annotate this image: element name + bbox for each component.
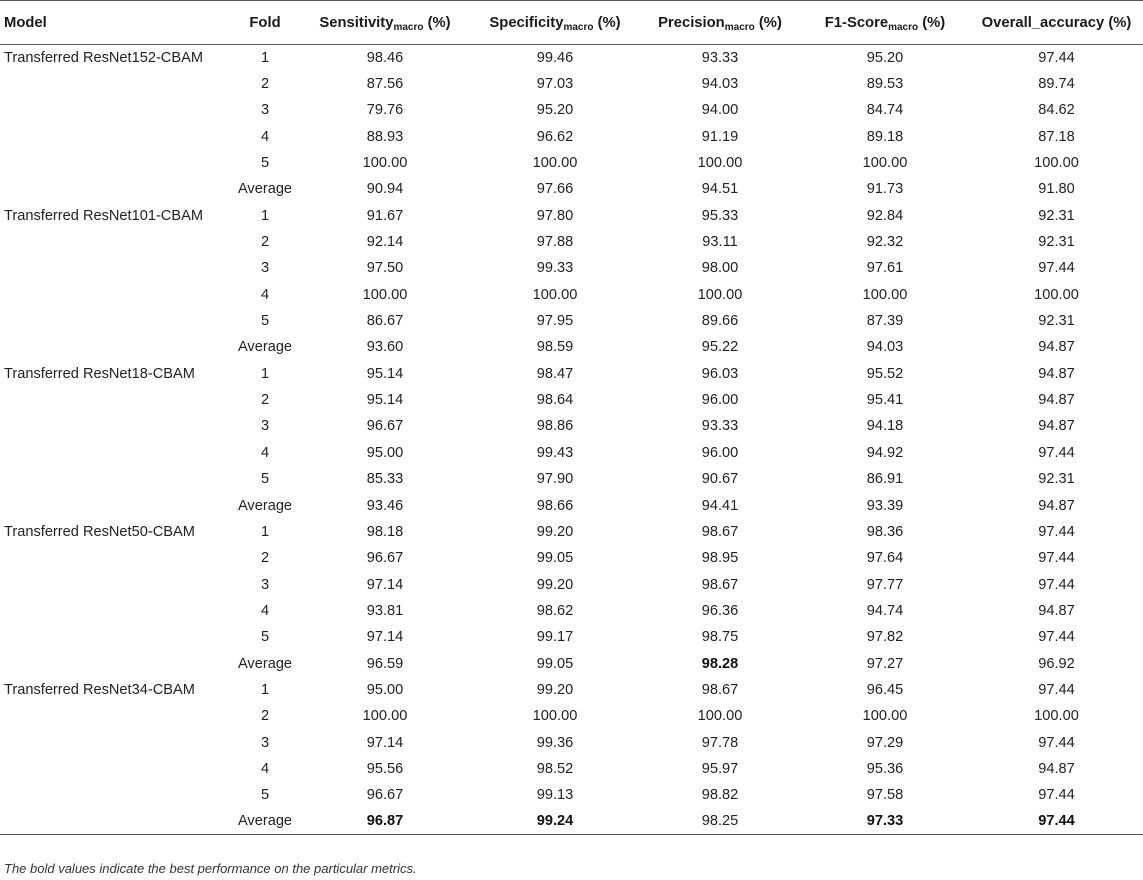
cell-f1: 97.58: [866, 787, 904, 804]
cell-fold: 3: [260, 260, 270, 277]
cell-specificity: 99.46: [536, 49, 574, 66]
cell-precision: 100.00: [697, 286, 743, 303]
cell-precision: 95.22: [701, 339, 739, 356]
cell-sensitivity: 96.67: [366, 418, 404, 435]
cell-sensitivity: 93.60: [366, 339, 404, 356]
cell-model: [0, 782, 230, 808]
cell-precision: 93.33: [701, 418, 739, 435]
cell-model: [0, 282, 230, 308]
cell-fold: 5: [260, 787, 270, 804]
header-sensitivity-unit: (%): [423, 14, 451, 31]
header-f1-sub: macro: [888, 21, 919, 33]
cell-fold: 2: [260, 550, 270, 567]
cell-accuracy: 92.31: [1038, 471, 1075, 488]
cell-precision: 94.41: [701, 497, 739, 514]
cell-precision: 96.03: [701, 365, 739, 382]
cell-model: Transferred ResNet50-CBAM: [4, 523, 195, 540]
header-precision: [640, 1, 800, 45]
cell-accuracy: 94.87: [1038, 602, 1075, 619]
cell-precision: 98.75: [701, 629, 739, 646]
cell-accuracy: 94.87: [1038, 365, 1075, 382]
cell-precision: 95.33: [701, 207, 739, 224]
cell-sensitivity: 96.67: [366, 787, 404, 804]
cell-sensitivity: 95.14: [366, 392, 404, 409]
cell-sensitivity: 96.87: [300, 808, 470, 834]
cell-model: [0, 97, 230, 123]
table-row: [0, 282, 1143, 308]
cell-sensitivity: 97.50: [366, 260, 404, 277]
cell-fold: 1: [260, 681, 270, 698]
cell-model: [0, 466, 230, 492]
cell-specificity: 100.00: [532, 708, 578, 725]
cell-accuracy: 92.31: [1038, 207, 1075, 224]
cell-specificity: 99.36: [536, 734, 574, 751]
cell-precision: 96.00: [701, 444, 739, 461]
cell-f1: 94.18: [866, 418, 904, 435]
cell-specificity: 97.90: [536, 471, 574, 488]
cell-precision: 98.95: [701, 550, 739, 567]
cell-precision: 98.25: [640, 808, 800, 834]
cell-accuracy: 89.74: [1038, 76, 1075, 93]
table-row: [0, 387, 1143, 413]
cell-specificity: 95.20: [536, 102, 574, 119]
cell-model: [0, 703, 230, 729]
cell-accuracy: 91.80: [1038, 181, 1075, 198]
table-row: [0, 124, 1143, 150]
table-row: [0, 45, 1143, 71]
cell-accuracy: 97.44: [1038, 629, 1075, 646]
cell-model: Transferred ResNet34-CBAM: [4, 681, 195, 698]
cell-accuracy: 94.87: [1038, 339, 1075, 356]
table-row: [0, 519, 1143, 545]
cell-precision: 98.00: [701, 260, 739, 277]
cell-specificity: 100.00: [532, 155, 578, 172]
cell-f1: 89.18: [866, 128, 904, 145]
cell-specificity: 97.03: [536, 76, 574, 93]
cell-specificity: 98.64: [536, 392, 574, 409]
cell-model: [0, 229, 230, 255]
cell-sensitivity: 90.94: [366, 181, 404, 198]
cell-sensitivity: 85.33: [366, 471, 404, 488]
table-row: [0, 440, 1143, 466]
table-body: [0, 45, 1143, 835]
table-row: [0, 756, 1143, 782]
cell-specificity: 100.00: [532, 286, 578, 303]
cell-model: [0, 650, 230, 676]
header-sensitivity: [300, 1, 470, 45]
cell-sensitivity: 98.46: [366, 49, 404, 66]
table-row: [0, 677, 1143, 703]
cell-fold: 4: [260, 286, 270, 303]
cell-accuracy: 92.31: [1038, 234, 1075, 251]
cell-model: [0, 413, 230, 439]
cell-sensitivity: 91.67: [366, 207, 404, 224]
cell-accuracy: 94.87: [1038, 497, 1075, 514]
cell-precision: 89.66: [701, 313, 739, 330]
cell-sensitivity: 100.00: [362, 155, 408, 172]
cell-accuracy: 94.87: [1038, 392, 1075, 409]
cell-accuracy: 92.31: [1038, 313, 1075, 330]
cell-precision: 96.00: [701, 392, 739, 409]
table-row: [0, 97, 1143, 123]
header-sensitivity-sub: macro: [393, 21, 424, 33]
cell-fold: 4: [260, 444, 270, 461]
cell-fold: 2: [260, 392, 270, 409]
cell-accuracy: 84.62: [1038, 102, 1075, 119]
cell-sensitivity: 95.14: [366, 365, 404, 382]
cell-accuracy: 100.00: [1034, 286, 1079, 303]
cell-accuracy: 97.44: [1038, 576, 1075, 593]
cell-fold: 4: [260, 128, 270, 145]
cell-sensitivity: 88.93: [366, 128, 404, 145]
cell-precision: 93.33: [701, 49, 739, 66]
cell-precision: 97.78: [701, 734, 739, 751]
cell-f1: 98.36: [866, 523, 904, 540]
cell-precision: 100.00: [697, 708, 743, 725]
cell-specificity: 98.62: [536, 602, 574, 619]
cell-sensitivity: 93.81: [366, 602, 404, 619]
cell-f1: 91.73: [866, 181, 904, 198]
table-row: [0, 150, 1143, 176]
cell-accuracy: 97.44: [1038, 444, 1075, 461]
cell-accuracy: 97.44: [1038, 523, 1075, 540]
cell-fold: 3: [260, 102, 270, 119]
header-model: Model: [0, 1, 230, 45]
cell-fold: 3: [260, 734, 270, 751]
cell-f1: 97.27: [866, 655, 904, 672]
table-row: [0, 598, 1143, 624]
cell-model: [0, 387, 230, 413]
cell-f1: 86.91: [866, 471, 904, 488]
cell-specificity: 99.20: [536, 576, 574, 593]
cell-specificity: 99.17: [536, 629, 574, 646]
table-row: [0, 413, 1143, 439]
cell-precision: 94.00: [701, 102, 739, 119]
cell-fold: Average: [237, 497, 293, 514]
table-footnote: The bold values indicate the best performance on the particular metrics.: [4, 861, 417, 876]
cell-model: [0, 571, 230, 597]
header-f1-main: F1-Score: [824, 14, 889, 31]
cell-f1: 94.92: [866, 444, 904, 461]
table-row: [0, 334, 1143, 360]
cell-fold: 2: [260, 76, 270, 93]
cell-precision: 90.67: [701, 471, 739, 488]
cell-model: [0, 255, 230, 281]
cell-fold: 5: [260, 313, 270, 330]
cell-f1: 95.52: [866, 365, 904, 382]
cell-f1: 94.74: [866, 602, 904, 619]
cell-sensitivity: 97.14: [366, 576, 404, 593]
cell-specificity: 97.66: [536, 181, 574, 198]
cell-fold: 3: [260, 418, 270, 435]
cell-accuracy: 87.18: [1038, 128, 1075, 145]
cell-f1: 97.33: [800, 808, 970, 834]
cell-accuracy: 97.44: [970, 808, 1143, 834]
cell-fold: 1: [260, 365, 270, 382]
table-row: [0, 308, 1143, 334]
cell-specificity: 99.13: [536, 787, 574, 804]
cell-sensitivity: 96.67: [366, 550, 404, 567]
cell-model: [0, 440, 230, 466]
cell-accuracy: 97.44: [1038, 787, 1075, 804]
cell-accuracy: 97.44: [1038, 260, 1075, 277]
table-row: [0, 71, 1143, 97]
table-row: [0, 729, 1143, 755]
table-row: [0, 466, 1143, 492]
cell-precision: 91.19: [701, 128, 739, 145]
cell-sensitivity: 96.59: [366, 655, 404, 672]
cell-accuracy: 100.00: [1034, 708, 1079, 725]
cell-f1: 95.41: [866, 392, 904, 409]
cell-accuracy: 97.44: [1038, 49, 1075, 66]
cell-accuracy: 94.87: [1038, 760, 1075, 777]
cell-f1: 97.29: [866, 734, 904, 751]
cell-fold: Average: [237, 181, 293, 198]
cell-precision: 98.28: [701, 655, 739, 672]
cell-precision: 98.67: [701, 523, 739, 540]
cell-precision: 98.82: [701, 787, 739, 804]
cell-sensitivity: 95.56: [366, 760, 404, 777]
cell-model: [0, 492, 230, 518]
cell-fold: 1: [260, 207, 270, 224]
header-accuracy: Overall_accuracy (%): [970, 1, 1143, 45]
header-f1-unit: (%): [918, 14, 946, 31]
cell-specificity: 99.05: [536, 550, 574, 567]
cell-fold: 1: [260, 49, 270, 66]
cell-specificity: 98.66: [536, 497, 574, 514]
cell-f1: 100.00: [862, 286, 908, 303]
header-specificity-main: Specificity: [489, 14, 564, 31]
cell-model: [0, 545, 230, 571]
cell-model: Transferred ResNet152-CBAM: [4, 49, 203, 66]
table-row: [0, 782, 1143, 808]
table-row: [0, 361, 1143, 387]
cell-sensitivity: 87.56: [366, 76, 404, 93]
cell-specificity: 99.24: [470, 808, 640, 834]
cell-f1: 100.00: [862, 708, 908, 725]
cell-model: [0, 808, 230, 834]
cell-precision: 93.11: [702, 234, 738, 251]
cell-precision: 98.67: [701, 576, 739, 593]
cell-fold: 4: [260, 760, 270, 777]
cell-specificity: 99.20: [536, 523, 574, 540]
cell-model: Transferred ResNet18-CBAM: [4, 365, 195, 382]
table-row: [0, 229, 1143, 255]
header-specificity-sub: macro: [563, 21, 594, 33]
table-row: [0, 808, 1143, 834]
cell-specificity: 99.20: [536, 681, 574, 698]
cell-fold: 4: [260, 602, 270, 619]
cell-fold: 2: [260, 234, 270, 251]
table-row: [0, 571, 1143, 597]
cell-f1: 97.64: [866, 550, 904, 567]
cell-fold: 5: [260, 155, 270, 172]
table-row: [0, 203, 1143, 229]
cell-model: [0, 624, 230, 650]
table-row: [0, 545, 1143, 571]
cell-model: [0, 176, 230, 202]
header-precision-main: Precision: [658, 14, 725, 31]
table-row: [0, 255, 1143, 281]
cell-specificity: 98.47: [536, 365, 574, 382]
cell-accuracy: 100.00: [1034, 155, 1079, 172]
header-row: [0, 1, 1143, 45]
header-specificity-unit: (%): [593, 14, 621, 31]
cell-f1: 96.45: [866, 681, 904, 698]
header-precision-unit: (%): [754, 14, 782, 31]
cell-precision: 96.36: [701, 602, 739, 619]
cell-f1: 89.53: [866, 76, 904, 93]
cell-sensitivity: 100.00: [362, 286, 408, 303]
cell-f1: 95.36: [866, 760, 904, 777]
cell-model: [0, 124, 230, 150]
cell-sensitivity: 98.18: [366, 523, 404, 540]
cell-fold: 2: [260, 708, 270, 725]
cell-model: [0, 308, 230, 334]
cell-f1: 93.39: [866, 497, 904, 514]
cell-specificity: 97.88: [536, 234, 574, 251]
cell-accuracy: 94.87: [1038, 418, 1075, 435]
cell-precision: 94.03: [701, 76, 739, 93]
cell-model: [0, 71, 230, 97]
cell-precision: 100.00: [697, 155, 743, 172]
cell-fold: 5: [260, 471, 270, 488]
table-row: [0, 492, 1143, 518]
header-specificity: [470, 1, 640, 45]
cell-precision: 98.67: [701, 681, 739, 698]
cell-sensitivity: 95.00: [366, 681, 404, 698]
cell-precision: 95.97: [701, 760, 739, 777]
cell-specificity: 97.95: [536, 313, 574, 330]
header-f1: [800, 1, 970, 45]
cell-fold: Average: [237, 655, 293, 672]
cell-specificity: 99.05: [536, 655, 574, 672]
cell-fold: 1: [260, 523, 270, 540]
cell-sensitivity: 86.67: [366, 313, 404, 330]
cell-specificity: 98.59: [536, 339, 574, 356]
cell-model: [0, 150, 230, 176]
cell-model: Transferred ResNet101-CBAM: [4, 207, 203, 224]
cell-model: [0, 756, 230, 782]
cell-specificity: 97.80: [536, 207, 574, 224]
cell-f1: 94.03: [866, 339, 904, 356]
cell-f1: 92.84: [866, 207, 904, 224]
cell-f1: 92.32: [866, 234, 904, 251]
cell-f1: 97.82: [866, 629, 904, 646]
header-fold: Fold: [230, 1, 300, 45]
cell-fold: 3: [260, 576, 270, 593]
cell-fold: Average: [230, 808, 300, 834]
cell-specificity: 99.43: [536, 444, 574, 461]
cell-sensitivity: 93.46: [366, 497, 404, 514]
cell-f1: 95.20: [866, 49, 904, 66]
cell-fold: 5: [260, 629, 270, 646]
cell-fold: Average: [237, 339, 293, 356]
cell-accuracy: 97.44: [1038, 550, 1075, 567]
cell-f1: 100.00: [862, 155, 908, 172]
table-row: [0, 624, 1143, 650]
cell-f1: 97.77: [866, 576, 904, 593]
cell-f1: 87.39: [866, 313, 904, 330]
table-header: [0, 1, 1143, 45]
table-row: [0, 650, 1143, 676]
cell-specificity: 98.86: [536, 418, 574, 435]
cell-model: [0, 729, 230, 755]
cell-sensitivity: 100.00: [362, 708, 408, 725]
cell-sensitivity: 97.14: [366, 629, 404, 646]
cell-f1: 84.74: [866, 102, 904, 119]
cell-sensitivity: 95.00: [366, 444, 404, 461]
cell-sensitivity: 97.14: [366, 734, 404, 751]
cell-accuracy: 97.44: [1038, 734, 1075, 751]
header-precision-sub: macro: [724, 21, 755, 33]
cell-sensitivity: 92.14: [366, 234, 404, 251]
header-sensitivity-main: Sensitivity: [319, 14, 394, 31]
cell-f1: 97.61: [866, 260, 904, 277]
table-row: [0, 176, 1143, 202]
cell-model: [0, 598, 230, 624]
cell-specificity: 96.62: [536, 128, 574, 145]
cell-specificity: 98.52: [536, 760, 574, 777]
table-row: [0, 703, 1143, 729]
cell-accuracy: 96.92: [1038, 655, 1075, 672]
cell-model: [0, 334, 230, 360]
cell-sensitivity: 79.76: [366, 102, 404, 119]
cell-accuracy: 97.44: [1038, 681, 1075, 698]
cell-precision: 94.51: [701, 181, 739, 198]
cell-specificity: 99.33: [536, 260, 574, 277]
